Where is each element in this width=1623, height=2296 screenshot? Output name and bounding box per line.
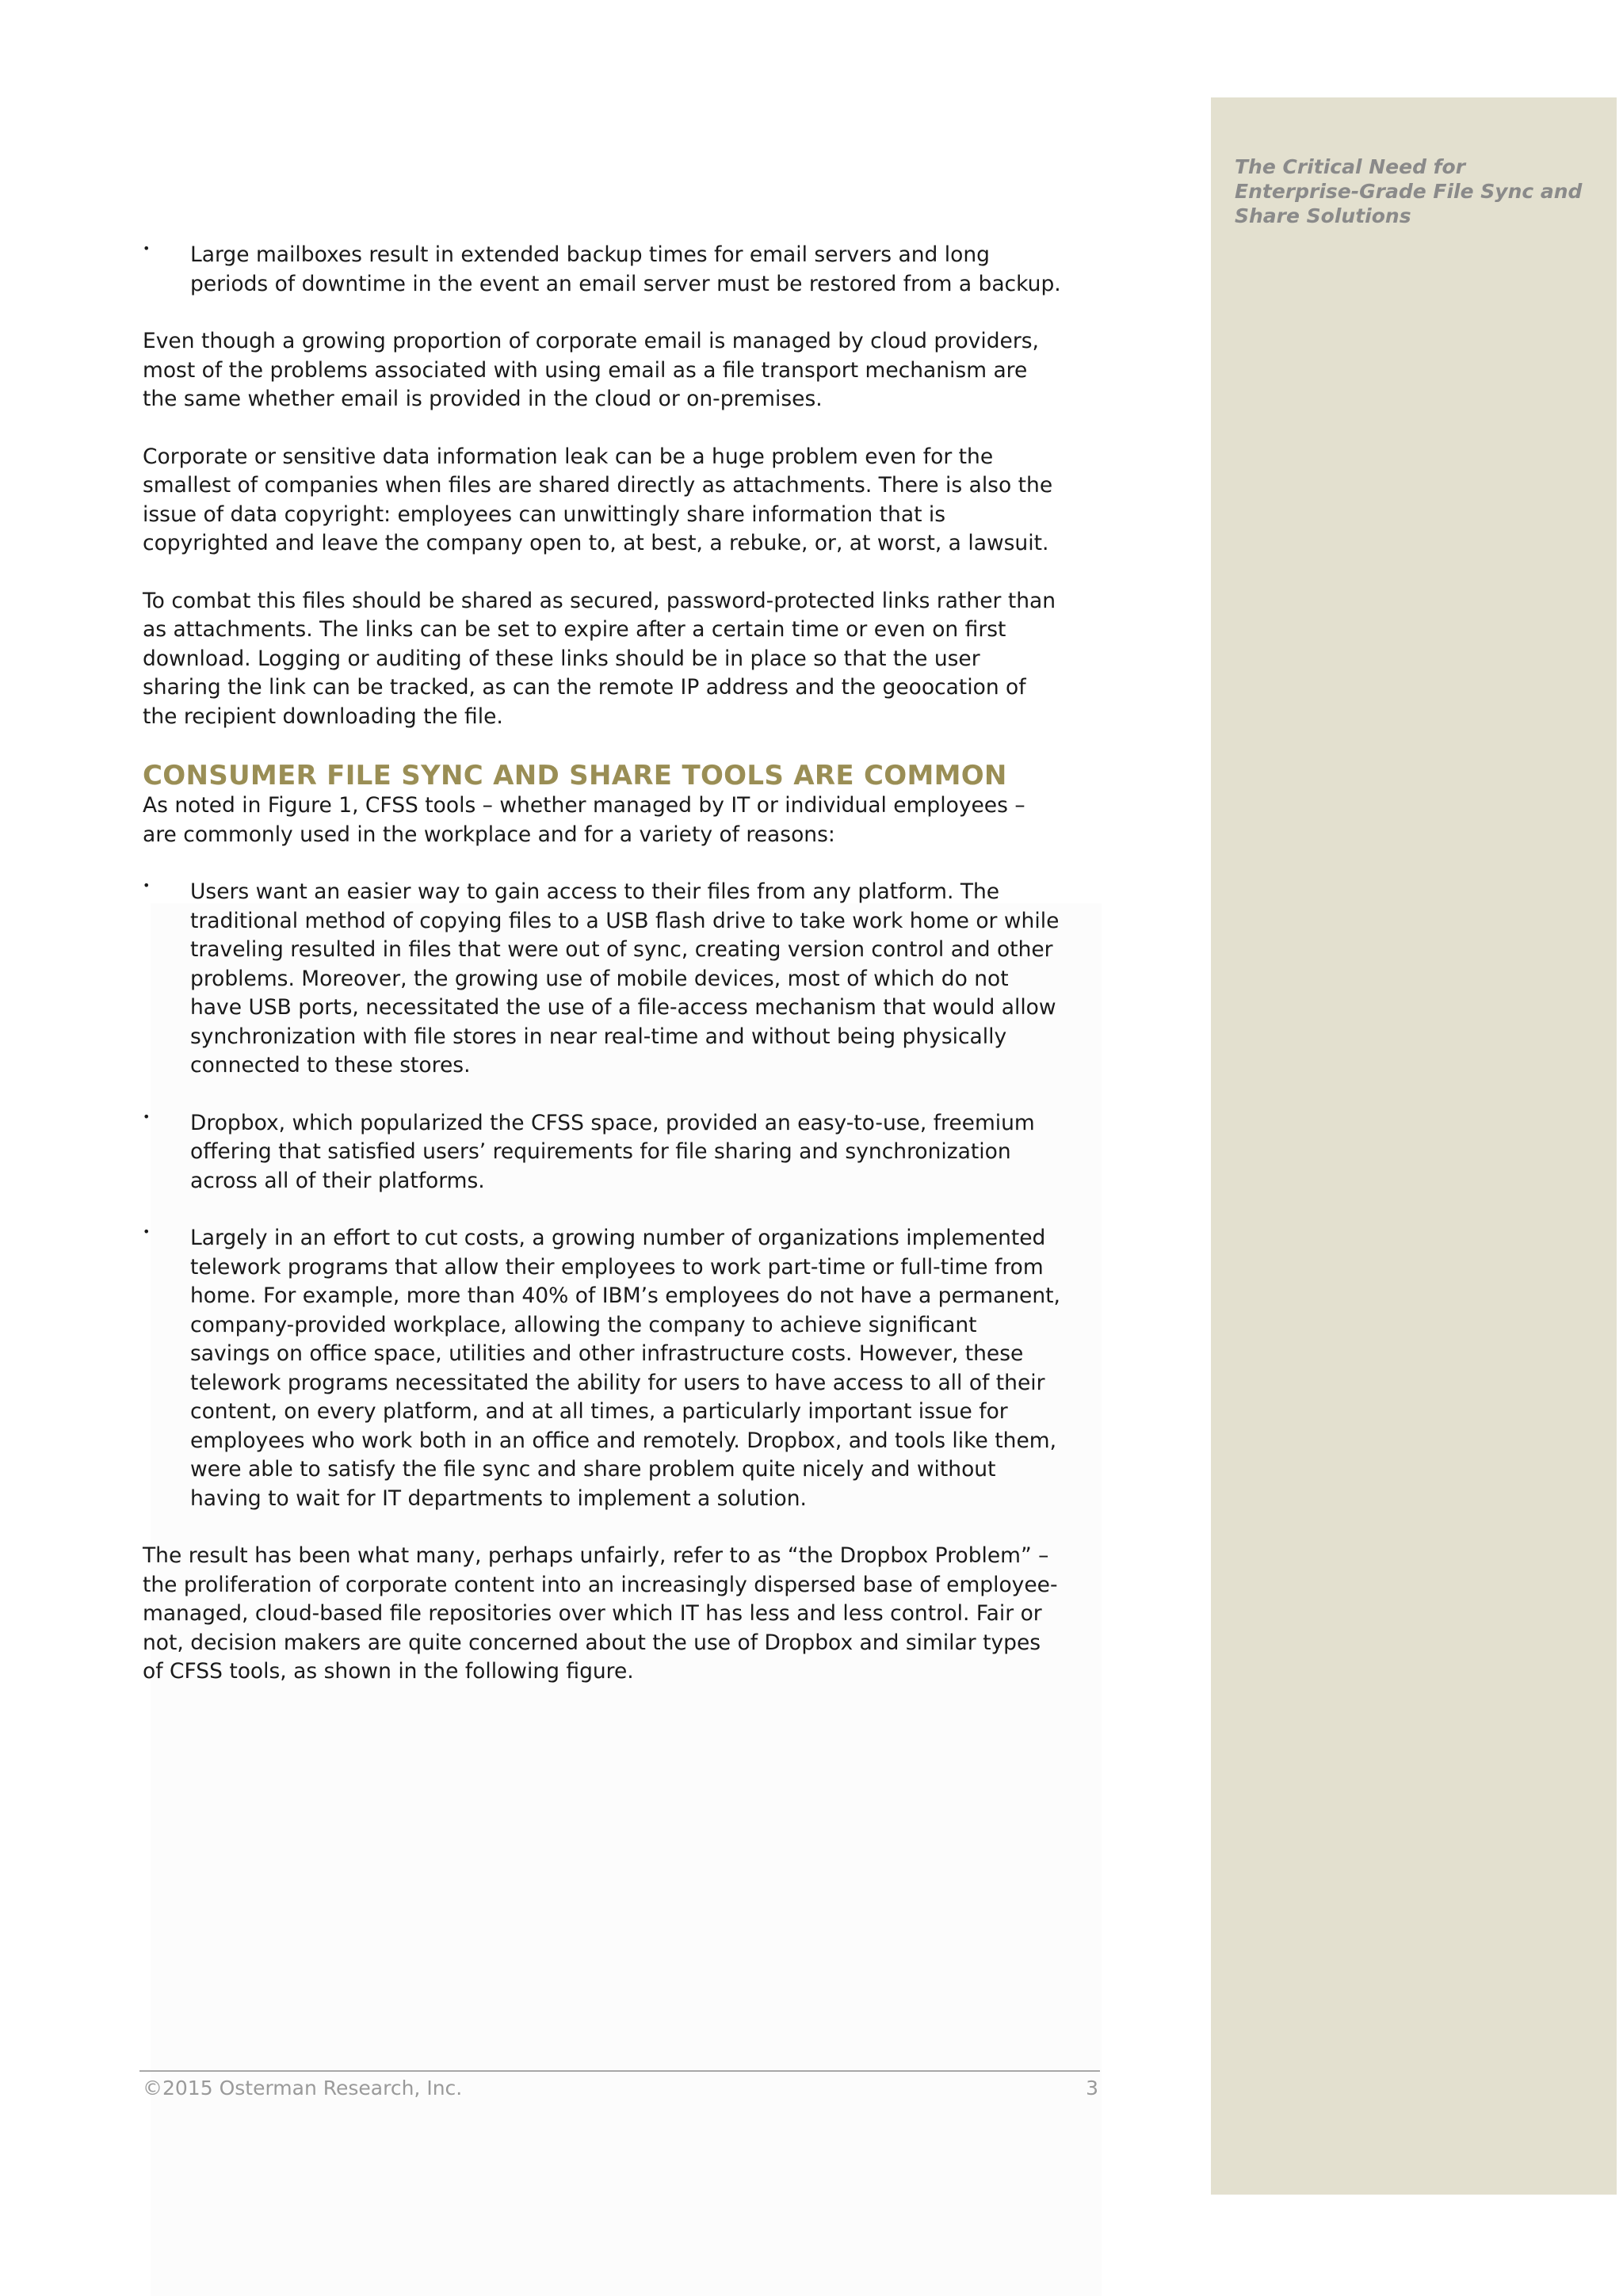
sidebar-panel [1211, 97, 1617, 2195]
closing-paragraph: The result has been what many, perhaps unfairly, refer to as “the Dropbox Problem” – the proliferation of corporate content into an increasingly dispersed base of employee-managed, cloud-based file repositories over which IT has less and less control. Fair or not, decision makers are quite concerned about the use of Dropbox and similar types of CFSS tools, as shown in the following figure. [143, 1543, 1058, 1684]
list-item-text: Large mailboxes result in extended backup times for email servers and long periods of downtime in the event an email server must be restored from a backup. [190, 242, 1061, 296]
main-content [143, 241, 1062, 1687]
bullet-icon: • [143, 241, 151, 256]
section-heading: CONSUMER FILE SYNC AND SHARE TOOLS ARE COMMON [143, 760, 1007, 791]
list-item-text: Largely in an effort to cut costs, a growing number of organizations implemented telework programs that allow their employees to work part-time or full-time from home. For example, more than 40% of IBM’s employees do not have a permanent, company-provided workplace, allowing the company to achieve significant savings on office space, utilities and other infrastructure costs. However, these telework programs necessitated the ability for users to have access to all of their content, on every platform, and at all times, a particularly important issue for employees who work both in an office and remotely. Dropbox, and tools like them, were able to satisfy the file sync and share problem quite nicely and without having to wait for IT departments to implement a solution. [190, 1226, 1060, 1511]
footer-divider [139, 2070, 1100, 2072]
list-item [143, 878, 1062, 1081]
page-number: 3 [1086, 2077, 1098, 2100]
list-item [143, 1224, 1062, 1513]
list-item-text: Dropbox, which popularized the CFSS space, provided an easy-to-use, freemium offering that satisfied users’ requirements for file sharing and synchronization across all of their platforms. [190, 1110, 1035, 1193]
section-intro: As noted in Figure 1, CFSS tools – whether managed by IT or individual employees – are commonly used in the workplace and for a variety of reasons: [143, 793, 1025, 847]
bullet-icon: • [143, 878, 151, 893]
body-paragraph: To combat this files should be shared as secured, password-protected links rather than as attachments. The links can be set to expire after a certain time or even on first download. Logging or auditing of these links should be in place so that the user sharing the link can be tracked, as can the remote IP address and the geoocation of the recipient downloading the file. [143, 588, 1056, 729]
bullet-icon: • [143, 1108, 151, 1124]
footer-copyright: ©2015 Osterman Research, Inc. [143, 2077, 463, 2100]
list-item [143, 1109, 1062, 1196]
list-item [143, 241, 1062, 299]
list-item-text: Users want an easier way to gain access to their files from any platform. The traditional method of copying files to a USB flash drive to take work home or while traveling resulted in files that were out of sync, creating version control and other problems. Moreover, the growing use of mobile devices, most of which do not have USB ports, necessitated the use of a file-access mechanism that would allow synchronization with file stores in near real-time and without being physically connected to these stores. [190, 879, 1060, 1077]
sidebar-title: The Critical Need for Enterprise-Grade File Sync and Share Solutions [1235, 155, 1583, 227]
body-paragraph: Corporate or sensitive data information leak can be a huge problem even for the smallest of companies when files are shared directly as attachments. There is also the issue of data copyright: employees can unwittingly share information that is copyrighted and leave the company open to, at best, a rebuke, or, at worst, a lawsuit. [143, 444, 1053, 555]
bullet-icon: • [143, 1224, 151, 1239]
body-paragraph: Even though a growing proportion of corporate email is managed by cloud providers, most of the problems associated with using email as a file transport mechanism are the same whether email is provided in the cloud or on-premises. [143, 329, 1039, 411]
